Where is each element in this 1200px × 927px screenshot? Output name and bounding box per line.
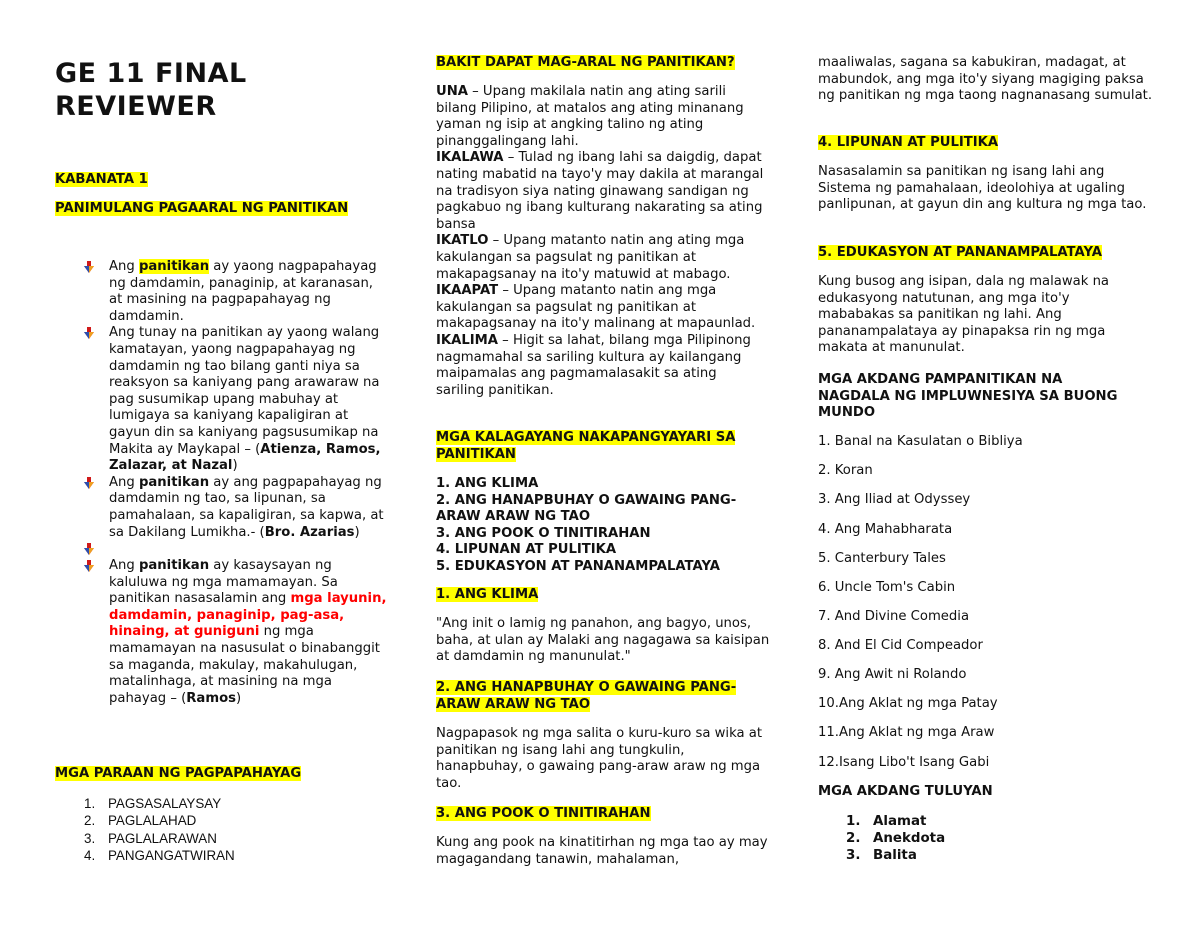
- klima-heading: 1. ANG KLIMA: [436, 587, 539, 602]
- list-item: 8. And El Cid Compeador: [818, 638, 983, 653]
- pook-text-cont: maaliwalas, sagana sa kabukiran, madagat, at mabundok, ang mga ito'y siyang magiging paksa ng panitikan ng mga taong nagnanasang sumulat.: [818, 55, 1153, 104]
- arrow-bullet-icon: [84, 560, 94, 572]
- list-item: 1. Alamat: [846, 814, 927, 829]
- list-item: 3. Balita: [846, 848, 917, 863]
- reasons-block: [436, 84, 766, 399]
- klima-text: "Ang init o lamig ng panahon, ang bagyo, unos, baha, at ulan ay Malaki ang nagagawa sa kaisipan at damdamin ng manunulat.": [436, 616, 770, 665]
- kalagayan-list: [436, 476, 766, 576]
- edukasyon-text: Kung busog ang isipan, dala ng malawak na edukasyong natutunan, ang mga ito'y mababakas sa panitikan ng lahi. Ang pananampalataya ay pinapaksa rin ng mga makata at manunulat.: [818, 274, 1110, 356]
- arrow-bullet-icon: [84, 327, 94, 339]
- list-item: 1. Banal na Kasulatan o Bibliya: [818, 434, 1023, 449]
- list-item: Ang tunay na panitikan ay yaong walang kamatayan, yaong nagpapahayag ng damdamin ng tao bilang ganti niya sa reaksyon sa kaniyang pang arawaraw na pag susumikap upang mabuhay at lumigaya sa kaniyang kapaligiran at gayun din sa kaniyang pagsusumikap na Makita ay Maykapal – (Atienza, Ramos, Zalazar, at Nazal): [55, 325, 390, 474]
- list-item: 5. Canterbury Tales: [818, 551, 946, 566]
- list-item: 12.Isang Libo't Isang Gabi: [818, 755, 990, 770]
- kalagayan-heading: MGA KALAGAYANG NAKAPANGYAYARI SA PANITIKAN: [436, 430, 736, 462]
- chapter-heading: KABANATA 1: [55, 172, 148, 187]
- hanapbuhay-heading: 2. ANG HANAPBUHAY O GAWAING PANG- ARAW ARAW NG TAO: [436, 680, 737, 712]
- paraan-list: [55, 795, 235, 865]
- list-item: 11.Ang Aklat ng mga Araw: [818, 725, 995, 740]
- lipunan-heading: 4. LIPUNAN AT PULITIKA: [818, 135, 999, 150]
- list-item: 4. Ang Mahabharata: [818, 522, 953, 537]
- list-item: 6. Uncle Tom's Cabin: [818, 580, 956, 595]
- list-item: 3. Ang Iliad at Odyssey: [818, 492, 971, 507]
- edukasyon-heading: 5. EDUKASYON AT PANANAMPALATAYA: [818, 245, 1102, 260]
- list-item: 1. ANG KLIMA: [436, 476, 539, 491]
- reason-ikaapat: IKAAPAT – Upang matanto natin ang mga kakulangan sa pagsulat ng panitikan at makapagsanay na ito'y malinang at mapaunlad.: [436, 283, 756, 332]
- reason-ikalima: IKALIMA – Higit sa lahat, bilang mga Pilipinong nagmamahal sa sariling kultura ay kailangang maipamalas ang pagmamalasakit sa ating sariling panitikan.: [436, 332, 751, 398]
- reason-ikalawa: IKALAWA – Tulad ng ibang lahi sa daigdig, dapat nating mabatid na tayo'y may dakila at marangal na tradisyon siya nating ginawang sandigan ng pagkabuo ng ibang kulturang nakarating sa ating bansa: [436, 150, 764, 232]
- list-item: 3. ANG POOK O TINITIRAHAN: [436, 525, 651, 541]
- bakit-heading: BAKIT DAPAT MAG-ARAL NG PANITIKAN?: [436, 55, 735, 70]
- tuluyan-list: [818, 813, 945, 864]
- intro-heading: PANIMULANG PAGAARAL NG PANITIKAN: [55, 201, 349, 216]
- list-item: 4. PANGANGATWIRAN: [84, 848, 235, 864]
- reason-una: UNA – Upang makilala natin ang ating sarili bilang Pilipino, at matalos ang ating minanang yaman ng isip at angking talino ng ating pinanggalingang lahi.: [436, 84, 744, 149]
- list-item: 2. PAGLALAHAD: [84, 813, 197, 829]
- list-item: Ang panitikan ay kasaysayan ng kaluluwa ng mga mamamayan. Sa panitikan nasasalamin ang mga layunin, damdamin, panaginip, pag-asa, hinaing, at guniguni ng mga mamamayan na nasusulat o binabanggit sa maganda, makulay, makahulugan, matalinhaga, at masining na mga pahayag – (Ramos): [55, 558, 390, 707]
- paraan-heading: MGA PARAAN NG PAGPAPAHAYAG: [55, 766, 302, 781]
- list-item: 1. PAGSASALAYSAY: [84, 796, 222, 811]
- definition-list: [55, 259, 390, 707]
- list-item-empty: [55, 541, 390, 558]
- list-item: 9. Ang Awit ni Rolando: [818, 667, 967, 682]
- list-item: 3. PAGLALARAWAN: [84, 830, 217, 846]
- akda-heading: MGA AKDANG PAMPANITIKAN NA NAGDALA NG IMPLUWNESIYA SA BUONG MUNDO: [818, 372, 1118, 421]
- list-item: Ang panitikan ay ang pagpapahayag ng damdamin ng tao, sa lipunan, sa pamahalaan, sa kapaligiran, sa kapwa, at sa Dakilang Lumikha.- (Bro. Azarias): [55, 475, 390, 541]
- list-item: 2. Anekdota: [846, 831, 946, 846]
- arrow-bullet-icon: [84, 543, 94, 555]
- pook-heading: 3. ANG POOK O TINITIRAHAN: [436, 806, 651, 821]
- list-item: 10.Ang Aklat ng mga Patay: [818, 696, 998, 711]
- list-item: 5. EDUKASYON AT PANANAMPALATAYA: [436, 558, 720, 574]
- list-item: 2. Koran: [818, 463, 873, 478]
- pook-text: Kung ang pook na kinatitirhan ng mga tao ay may magagandang tanawin, mahalaman,: [436, 835, 768, 867]
- list-item: 4. LIPUNAN AT PULITIKA: [436, 542, 617, 558]
- list-item: Ang panitikan ay yaong nagpapahayag ng damdamin, panaginip, at karanasan, at masining na pagpapahayag ng damdamin.: [55, 259, 390, 325]
- arrow-bullet-icon: [84, 261, 94, 273]
- page-title: GE 11 FINAL REVIEWER: [55, 58, 247, 122]
- tuluyan-heading: MGA AKDANG TULUYAN: [818, 784, 993, 799]
- list-item: 7. And Divine Comedia: [818, 609, 970, 624]
- arrow-bullet-icon: [84, 477, 94, 489]
- list-item: 2. ANG HANAPBUHAY O GAWAING PANG-ARAW ARAW NG TAO: [436, 492, 737, 525]
- hanapbuhay-text: Nagpapasok ng mga salita o kuru-kuro sa wika at panitikan ng isang lahi ang tungkulin, hanapbuhay, o gawaing pang-araw araw ng mga tao.: [436, 726, 763, 791]
- reason-ikatlo: IKATLO – Upang matanto natin ang ating mga kakulangan sa pagsulat ng panitikan at makapagsanay na ito'y matuwid at mabago.: [436, 233, 745, 282]
- lipunan-text: Nasasalamin sa panitikan ng isang lahi ang Sistema ng pamahalaan, ideolohiya at ugaling panlipunan, at gayun din ang kultura ng mga tao.: [818, 164, 1147, 213]
